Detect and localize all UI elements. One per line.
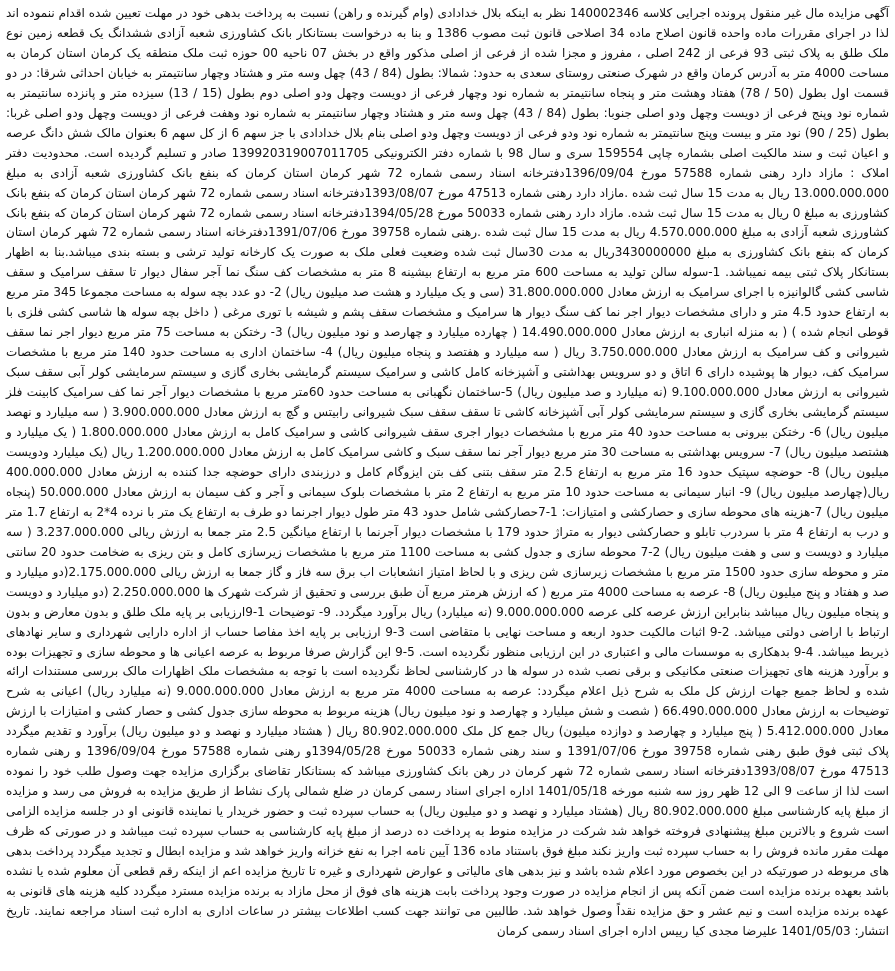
auction-notice-text: آگهی مزایده مال غیر منقول پرونده اجرایی کلاسه 140002346 نظر به اینکه بلال خدادادی (وام گیرنده و راهن) نسبت به پرداخت بدهی خود در مهلت تعیین شده اقدام ننموده اند لذا در اجرای مقررات ماده واحده قانون اصلاح ماده 34 اصلاحی قانون ثبت مصوب 1386 و بنا به درخواست بستانکار بانک کشاورزی شعبه آزادی ششدانگ یک قطعه زمین نوع ملک طلق به پلاک ثبتی 93 فرعی از 242 اصلی ، مفروز و مجزا شده از فرعی از اصلی مذکور واقع در بخش 07 ناحیه 00 حوزه ثبت ملک منطقه یک کرمان استان کرمان به مساحت 4000 متر به آدرس کرمان واقع در شهرک صنعتی روستای سعدی به حدود: شمالا: بطول (84 / 43) چهل وسه متر و هشتاد وچهار سانتیمتر به خیابان احداثی شرقا: در دو قسمت اول بطول (50 / 78) هفتاد وهشت متر و پنجاه سانتیمتر به شماره نود وچهار فرعی از دویست وچهل ودو اصلی دوم بطول (15 / 13) سیزده متر و پانزده سانتیمتر به شماره نود وپنج فرعی از دویست وچهل ودو اصلی جنوبا: بطول (84 / 43) چهل وسه متر و هشتاد وچهار سانتیمتر به شماره نود وهفت فرعی از دویست وچهل ودو اصلی غربا: بطول (25 / 90) نود متر و بیست وپنج سانتیمتر به شماره نود ودو فرعی از دویست وچهل ودو اصلی بنام بلال خدادادی با جز سهم 6 از کل سهم 6 بعنوان مالک شش دانگ عرصه و اعیان ثبت و سند مالکیت اصلی بشماره چاپی 159554 سری و سال 98 با شماره دفتر الکترونیکی 139920319007011705 صادر و تسلیم گردیده است. محدودیت دفتر املاک : مازاد دارد رهنی شماره 57588 مورخ 1396/09/04دفترخانه اسناد رسمی شماره 72 شهر کرمان استان کرمان که بنفع بانک کشاورزی شعبه آزادی به مبلغ 13.000.000.000 ریال به مدت 15 سال ثبت شده .مازاد دارد رهنی شماره 47513 مورخ 1393/08/07دفترخانه اسناد رسمی شماره 72 شهر کرمان استان کرمان که بنفع بانک کشاورزی به مبلغ 0 ریال به مدت 15 سال ثبت شده. مازاد دارد رهنی شماره 50033 مورخ 1394/05/28دفترخانه اسناد رسمی شماره 72 شهر کرمان استان کرمان که بنفع بانک کشاورزی شعبه آزادی به مبلغ 4.570.000.000 ریال به مدت 15 سال ثبت شده .رهنی شماره 39758 مورخ 1391/07/06دفترخانه اسناد رسمی شماره 72 شهر کرمان استان کرمان که بنفع بانک کشاورزی به مبلغ 3430000000ریال به مدت 30سال ثبت شده وضعیت فعلی ملک به صورت یک کارخانه تولید ترشی و بسته بندی میباشد.بنا به اظهار بستانکار پلاک ثبتی بیمه نمیباشد. 1-سوله سالن تولید به مساحت 600 متر مربع به ارتفاع بیشینه 8 متر به مشخصات کف سنگ نما آجر سفال دیوار تا سقف سرامیک و سقف شاسی کشی گالوانیزه با اجرای سرامیک به ارزش معادل 31.800.000.000 (سی و یک میلیارد و هشت صد میلیون ریال) 2- دو عدد بچه سوله به مساحت مجموعا 345 متر مربع به ارتفاع حدود 4.5 متر و دارای مشخصات دیوار اجر نما کف سنگ دیوار ها سرامیک و مشخصات سقف پشم و شیشه با توری مرغی ( داخل بچه سوله ها شاسی کشی فلزی با قوطی انجام شده ) ( به منزله انباری به ارزش معادل 14.490.000.000 ( چهارده میلیارد و چهارصد و نود میلیون ریال) 3- رختکن به مساحت 75 متر مربع دیوار اجر نما سقف شیروانی و کف سرامیک به ارزش معادل 3.750.000.000 ریال ( سه میلیارد و هفتصد و پنجاه میلیون ریال) 4- ساختمان اداری به مساحت حدود 140 متر مربع با مشخصات سرامیک کف، دیوار ها پوشیده دارای 6 اتاق و دو سرویس بهداشتی و آشپزخانه کامل کاشی و سرامیک سیستم گرمایشی بخاری گازی و سیستم سرمایشی کولر آبی سقف سبک شیروانی به ارزش معادل 9.100.000.000 (نه میلیارد و صد میلیون ریال) 5-ساختمان نگهبانی به مساحت حدود 60متر مربع با مشخصات دیوار آجر نما کف سرامیک کابینت فلز سیستم گرمایشی بخاری گازی و سیستم سرمایشی کولر آبی آشپزخانه کاشی تا سقف سقف سبک شیروانی رابیتس و گچ به ارزش معادل 3.900.000.000 ( سه میلیارد و نهصد میلیون ریال) 6- رختکن بیرونی به مساحت حدود 40 متر مربع با مشخصات دیوار اجری سقف شیروانی کاشی و سرامیک کامل به ارزش معادل 1.800.000.000 ( یک میلیارد و هشتصد میلیون ریال) 7- سرویس بهداشتی به مساحت 30 متر مربع دیوار آجر نما سقف سبک و کاشی سرامیک کامل به ارزش معادل 1.200.000.000 ریال (یک میلیارد ودویست میلیون ریال) 8- حوضچه سپتیک حدود 16 متر مربع به ارتفاع 2.5 متر سقف بتنی کف بتن ایزوگام کامل و درزبندی دارای حوضچه جدا کننده به ارزش معادل 400.000.000 ریال(چهارصد میلیون ریال) 9- انبار سیمانی به مساحت حدود 10 متر مربع به ارتفاع 2 متر با مشخصات بلوک سیمانی و آجر و کف سیمان به ارزش معادل 50.000.000 (پنجاه میلیون ریال) 7-هزینه های محوطه سازی و حصارکشی و امتیازات: 1-7حصارکشی شامل حدود 43 متر طول دیوار اجرنما دو طرف به ارتفاع یک متر با نرده 4*2 به ارتفاع 1.7 متر و درب به ارتفاع 4 متر با سردرب تابلو و حصارکشی دیوار به متراژ حدود 179 با مشخصات دیوار آجرنما با ارتفاع میانگین 2.5 متر جمعا به ارزش ریالی 3.237.000.000 ( سه میلیارد و دویست و سی و هفت میلیون ریال) 2-7 محوطه سازی و جدول کشی به مساحت 1100 متر مربع با مشخصات زیرسازی کامل و بتن ریزی به ضخامت حدود 20 سانتی متر و محوطه سازی حدود 1500 متر مربع با مشخصات زیرسازی شن ریزی و با لحاظ امتیاز انشعابات اب برق سه فاز و گاز جمعا به ارزش ریالی 2.175.000.000(دو میلیارد و صد و هفتاد و پنج میلیون ریال) 8- عرصه به مساحت 4000 متر مربع ( که ارزش هرمتر مربع آن طبق بررسی و تحقیق از شرکت شهرک ها 2.250.000.000 (دو میلیارد و دویست و پنجاه میلیون ریال میباشد بنابراین ارزش عرصه کلی عرصه 9.000.000.000 (نه میلیارد) ریال برآورد میگردد. 9- توضیحات 1-9ارزیابی بر پایه ملک طلق و بدون معارض و بدون ارتباط با اراضی دولتی میباشد. 2-9 اثبات مالکیت حدود اربعه و مساحت نهایی با متقاضی است 3-9 ارزیابی بر پایه اخذ مفاصا حساب از اداره دارایی شهرداری و سایر نهادهای ذیربط میباشد. 4-9 بدهکاری به موسسات مالی و اعتباری در این ارزیابی منظور نگردیده است. 5-9 این گزارش صرفا مربوط به عرصه اعیانی ها و محوطه سازی و تجهیزات بوده و برآورد هزینه های تجهیزات صنعتی مکانیکی و برقی نصب شده در سوله ها در کارشناسی لحاظ نگردیده است با توجه به مشخصات ملک اظهارات مالک بررسی مستندات ارائه شده و لحاظ جمیع جهات ارزش کل ملک به شرح ذیل اعلام میگردد: عرصه به مساحت 4000 متر مربع به ارزش معادل 9.000.000.000 (نه میلیارد ریال) اعیانی به شرح توضیحات به ارزش معادل 66.490.000.000 ( شصت و شش میلیارد و چهارصد و نود میلیون ریال) هزینه مربوط به محوطه سازی جدول کشی و حصار کشی و امتیازات با ارزش معادل 5.412.000.000 ( پنج میلیارد و چهارصد و دوازده میلیون) ریال جمع کل ملک 80.902.000.000 ریال ( هشتاد میلیارد و نهصد و دو میلیون ریال) برآورد و تقدیم میگردد پلاک ثبتی فوق طبق رهنی شماره 39758 مورخ 1391/07/06 و سند رهنی شماره 50033 مورخ 1394/05/28و رهنی شماره 57588 مورخ 1396/09/04 و رهنی شماره 47513 مورخ 1393/08/07دفترخانه اسناد رسمی شماره 72 شهر کرمان در رهن بانک کشاورزی میباشد که بستانکار تقاضای برگزاری مزایده جهت وصول طلب خود را نموده است لذا از ساعت 9 الی 12 ظهر روز سه شنبه مورخه 1401/05/18 اداره اجرای اسناد رسمی کرمان در ضلع شمالی پارک نشاط از طریق مزایده به فروش می رسد و مزایده از مبلغ پایه کارشناسی مبلغ 80.902.000.000 ریال (هشتاد میلیارد و نهصد و دو میلیون ریال) به حساب سپرده ثبت و حضور خریدار یا نماینده قانونی او در جلسه مزایده الزامی است شروع و بالاترین مبلغ پیشنهادی فروخته خواهد شد شرکت در مزایده منوط به پرداخت ده درصد از مبلغ پایه کارشناسی به حساب سپرده ثبت میباشد و در صورتی که ظرف مهلت مقرر مانده فروش را به حساب سپرده ثبت واریز نکند مبلغ فوق باستناد ماده 136 آیین نامه اجرا به نفع خزانه واریز خواهد شد و مزایده ابطال و تجدید میگردد پرداخت بدهی های مربوطه در صورتیکه در این بخصوص مورد اعلام شده باشد و نیز بدهی های مالیاتی و عوارض شهرداری و غیره تا تاریخ مزایده اعم از اینکه رقم قطعی آن معلوم شده یا نشده باشد بعهده برنده مزایده است ضمن آنکه پس از انجام مزایده در صورت وجود پرداخت بابت هزینه های فوق از محل مازاد به برنده مزایده مسترد میگردد کلیه هزینه های قانونی به عهده برنده مزایده است و نیم عشر و حق مزایده نقداً وصول خواهد شد. طالبین می توانند جهت کسب اطلاعات بیشتر در ساعات اداری به اداره ثبت اسناد مراجعه نمایند. تاریخ انتشار: 1401/05/03 علیرضا مجدی کیا رییس اداره اجرای اسناد رسمی کرمان [6, 6, 890, 938]
